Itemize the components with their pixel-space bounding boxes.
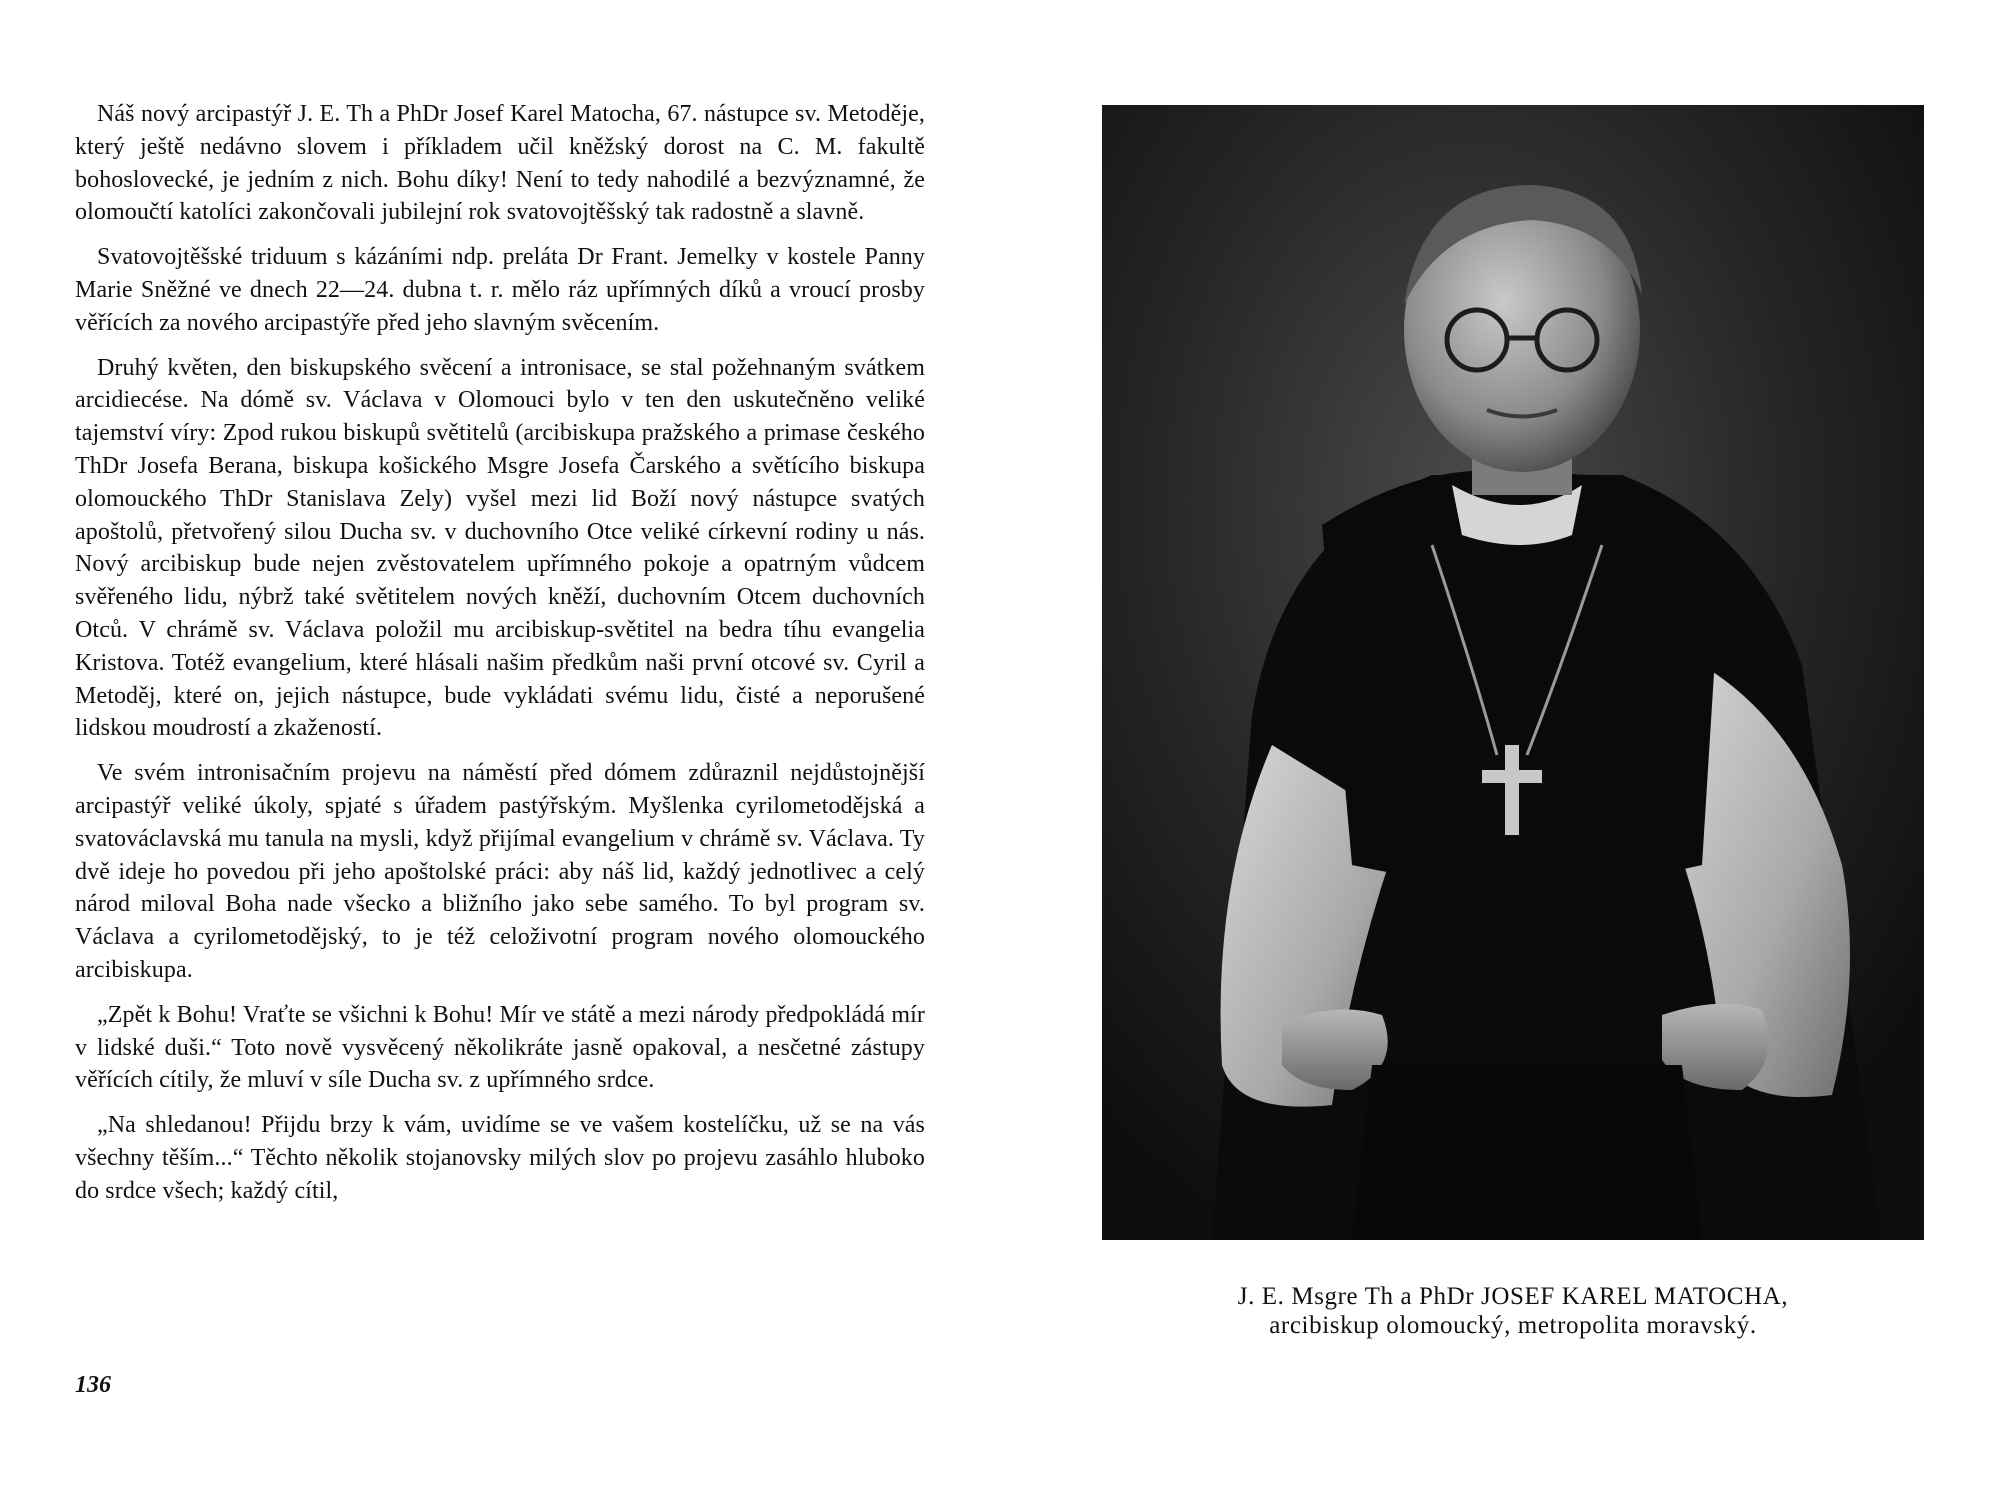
paragraph-2: Svatovojtěšské triduum s kázáními ndp. preláta Dr Frant. Jemelky v kostele Panny Marie Sněžné ve dnech 22—24. dubna t. r. mělo ráz upřímných díků a vroucí prosby věřících za nového arcipastýře před jeho slavným svěcením. [75,244,925,336]
portrait-photo-icon [1102,105,1924,1240]
caption-line-1: J. E. Msgre Th a PhDr JOSEF KAREL MATOCHA, [1237,1283,1789,1310]
page-number: 136 [75,1372,111,1398]
paragraph-3: Druhý květen, den biskupského svěcení a intronisace, se stal požehnaným svátkem arcidiecése. Na dómě sv. Václava v Olomouci bylo v ten den uskutečněno veliké tajemství víry: Zpod rukou biskupů světitelů (arcibiskupa pražského a primase českého ThDr Josefa Berana, biskupa košického Msgre Josefa Čarského a světícího biskupa olomouckého ThDr Stanislava Zely) vyšel mezi lid Boží nový nástupce svatých apoštolů, přetvořený silou Ducha sv. v duchovního Otce veliké církevní rodiny u nás. Nový arcibiskup bude nejen zvěstovatelem upřímného pokoje a opatrným vůdcem svěřeného lidu, nýbrž také světitelem nových kněží, duchovním Otcem duchovních Otců. V chrámě sv. Václava položil mu arcibiskup-světitel na bedra tíhu evangelia Kristova. Totéž evangelium, které hlásali našim předkům naši první otcové sv. Cyril a Metoděj, které on, jejich nástupce, bude vykládati svému lidu, čisté a neporušené lidskou moudrostí a zkažeností. [75,354,925,742]
portrait-photo [1102,105,1924,1240]
paragraph-1: Náš nový arcipastýř J. E. Th a PhDr Josef Karel Matocha, 67. nástupce sv. Metoděje, který ještě nedávno slovem i příkladem učil kněžský dorost na C. M. fakultě bohoslovecké, je jedním z nich. Bohu díky! Není to tedy nahodilé a bezvýznamné, že olomoučtí katolíci zakončovali jubilejní rok svatovojtěšský tak radostně a slavně. [75,101,925,226]
paragraph-6: „Na shledanou! Přijdu brzy k vám, uvidíme se ve vašem kostelíčku, už se na vás všechny těším...“ Těchto několik stojanovsky milých slov po projevu zasáhlo hluboko do srdce všech; každý cítil, [75,1112,925,1204]
caption-line-2: arcibiskup olomoucký, metropolita moravský. [1269,1312,1757,1339]
paragraph-4: Ve svém intronisačním projevu na náměstí před dómem zdůraznil nejdůstojnější arcipastýř veliké úkoly, spjaté s úřadem pastýřským. Myšlenka cyrilometodějská a svatováclavská mu tanula na mysli, když přijímal evangelium v chrámě sv. Václava. Ty dvě ideje ho povedou při jeho apoštolské práci: aby náš lid, každý jednotlivec a celý národ miloval Boha nade všecko a bližního jako sebe samého. To byl program sv. Václava a cyrilometodějský, to je též celoživotní program nového olomouckého arcibiskupa. [75,760,925,983]
photo-caption [1102,1282,1924,1340]
paragraph-5: „Zpět k Bohu! Vraťte se všichni k Bohu! Mír ve státě a mezi národy předpokládá mír v lidské duši.“ Toto nově vysvěcený několikráte jasně opakoval, a nesčetné zástupy věřících cítily, že mluví v síle Ducha sv. z upřímného srdce. [75,1001,925,1094]
left-page-text [75,98,925,1220]
